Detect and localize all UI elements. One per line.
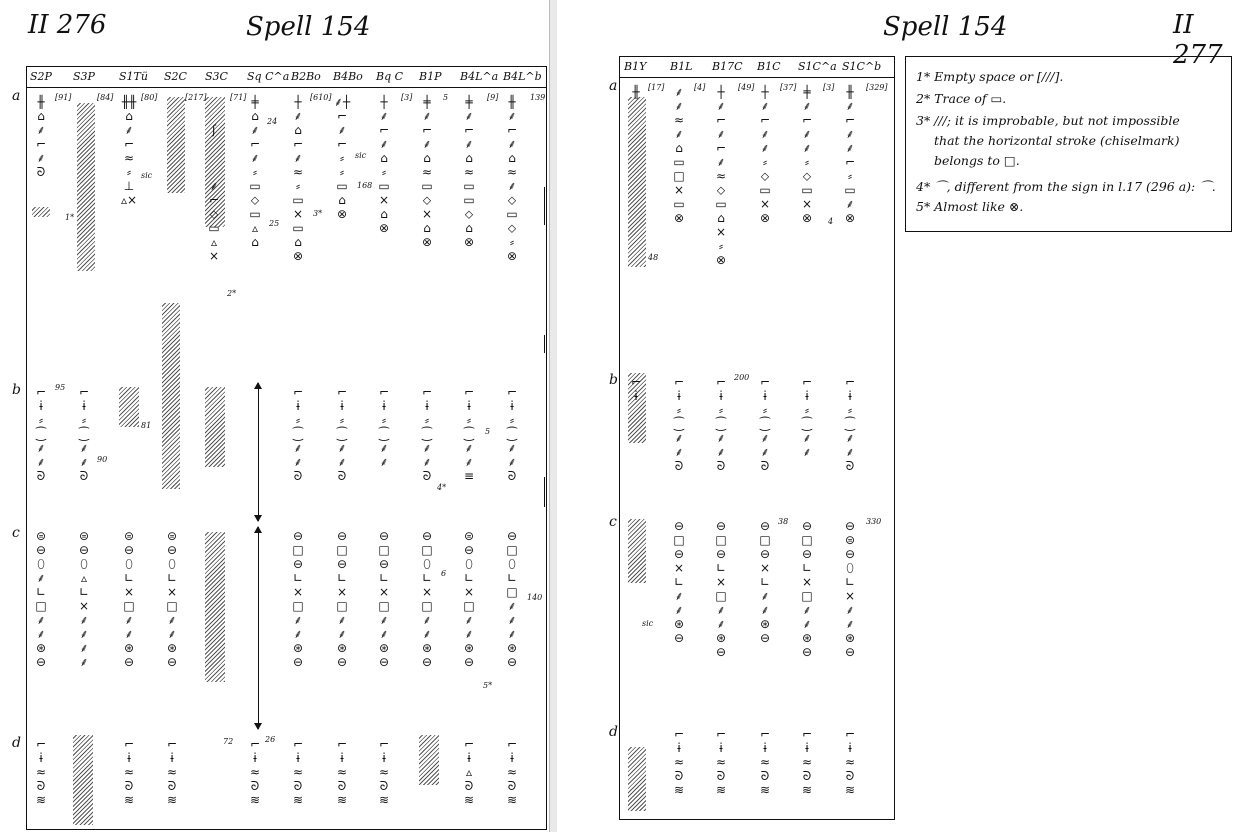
hieroglyph-column: ⌐ ɨ ⸗ ⁐ ⸙ ⸙ ᘐ xyxy=(35,385,47,483)
note: 38 xyxy=(778,517,789,526)
note: [217] xyxy=(185,93,207,102)
hieroglyph-column: ╫ ⌂ ⸙ ⌐ ⸙ ᘐ xyxy=(35,95,47,179)
hieroglyph-column: ⌐ ɨ ≈ ᘐ ≋ xyxy=(166,737,178,807)
footnote: 4* ⌒, different from the sign in l.17 (296 a): ⌒. xyxy=(916,179,1216,194)
hieroglyph-column: ⌐ ɨ ⸗ ⁐ ⸙ ⸙ ᘐ xyxy=(336,385,348,483)
hieroglyph-column: ╪ ⌂ ⸙ ⌐ ⸙ ⸗ ▭ ⬦ ▭ ▵ ⌂ xyxy=(249,95,261,249)
note: 81 xyxy=(141,421,152,430)
hieroglyph-column: ⊖ □ ⊖ ∟ × □ ⸙ ⸙ ⊛ ⊖ xyxy=(715,519,727,659)
hieroglyph-column: ┼ ⸙ ⌐ ⸙ ⌐ ⸙ ≈ ⬦ ▭ ⌂ × ⸗ ⊗ xyxy=(715,85,727,267)
col-head-2: S3P xyxy=(73,70,95,83)
row-label-c: c xyxy=(12,525,20,541)
hieroglyph-column: ⸙┼ ⌐ ⸙ ⌐ ⸗ ⸗ ▭ ⌂ ⊗ xyxy=(333,95,351,221)
hieroglyph-column: ⊜ ⊖ ⬯ ▵ ∟ × ⸙ ⸙ ⸙ ⸙ xyxy=(78,529,90,669)
col-head-1: B1Y xyxy=(624,60,647,73)
note: 4* xyxy=(437,483,447,492)
col-head-4: B1C xyxy=(757,60,781,73)
note: 24 xyxy=(267,117,278,126)
footnote: 1* Empty space or [///]. xyxy=(916,69,1064,84)
left-text-table xyxy=(26,66,547,830)
right-page-number: II 277 xyxy=(1173,10,1223,70)
lacuna-hatch xyxy=(32,207,50,217)
note: sic xyxy=(642,619,654,628)
note: 5 xyxy=(485,427,491,436)
hieroglyph-column: ⌐ ɨ ≈ ᘐ ≋ xyxy=(336,737,348,807)
right-page-title: Spell 154 xyxy=(883,12,1008,42)
col-head-6: S1C^b xyxy=(842,60,882,73)
note: [37] xyxy=(780,83,797,92)
note: 4 xyxy=(828,217,834,226)
note: 168 xyxy=(357,181,373,190)
hieroglyph-column: ╪ ⸙ ⌐ ⸙ ⸙ ⸗ ⬦ ▭ × ⊗ xyxy=(801,85,813,225)
hieroglyph-column: ╫ xyxy=(632,85,640,99)
hieroglyph-column: ⊖ □ ⬯ ∟ × □ ⸙ ⸙ ⊛ ⊖ xyxy=(421,529,433,669)
row-label-d: d xyxy=(12,735,21,751)
right-text-table xyxy=(619,56,895,820)
hieroglyph-column: ┼ ⸙ ⌂ ⌐ ⸙ ≈ ⸗ ▭ × ▭ ⌂ ⊗ xyxy=(292,95,304,263)
lacuna-hatch xyxy=(205,387,225,467)
note: [610] xyxy=(310,93,332,102)
continuation-arrow xyxy=(258,383,259,521)
row-label-c: c xyxy=(609,514,617,530)
hieroglyph-column: ⌐ ɨ ≈ ᘐ ≋ xyxy=(801,727,813,797)
hieroglyph-column: ⊖ ⊜ ⊖ ⬯ ∟ × ⸙ ⸙ ⊛ ⊖ xyxy=(844,519,856,659)
row-label-d: d xyxy=(609,724,618,740)
note: 90 xyxy=(97,455,108,464)
col-head-8: B4Bo xyxy=(333,70,363,83)
hieroglyph-column: ⌐ ɨ ≈ ᘐ ≋ xyxy=(844,727,856,797)
hieroglyph-column: ⌐ ɨ ⸗ ⁐ ⸙ ⸙ ᘐ xyxy=(673,375,685,473)
note: 2* xyxy=(227,289,237,298)
note: [17] xyxy=(648,83,665,92)
hieroglyph-column: ⌐ ɨ ≈ ᘐ ≋ xyxy=(506,737,518,807)
hieroglyph-column: ʃ ⸙ ⌐ ⬦ ▭ ▵ × xyxy=(208,123,220,263)
col-head-4: S2C xyxy=(164,70,187,83)
footnote: belongs to □. xyxy=(934,153,1020,168)
lacuna-hatch xyxy=(119,387,139,427)
hieroglyph-column: ╫ ⸙ ⌐ ⸙ ⸙ ⌐ ⸗ ▭ ⸙ ⊗ xyxy=(844,85,856,225)
col-head-3: B17C xyxy=(712,60,743,73)
note: [3] xyxy=(823,83,835,92)
lacuna-hatch xyxy=(628,519,646,583)
row-label-a: a xyxy=(609,78,618,94)
lacuna-hatch xyxy=(419,735,439,785)
hieroglyph-column: ⌐ ɨ ≈ ᘐ ≋ xyxy=(673,727,685,797)
hieroglyph-column: ⌐ ɨ ≈ ᘐ ≋ xyxy=(123,737,135,807)
note: 3* xyxy=(313,209,323,218)
hieroglyph-column: ⌐ ɨ ⸗ ⁐ ⸙ ⸙ ᘐ xyxy=(506,385,518,483)
row-label-a: a xyxy=(12,88,21,104)
hieroglyph-column: ┼ ⸙ ⌐ ⸙ ⸙ ⸗ ⬦ ▭ × ⊗ xyxy=(759,85,771,225)
hieroglyph-column: ⌐ ɨ ⸗ ⁐ ⸙ ⸙ ᘐ xyxy=(292,385,304,483)
left-page-number: II 276 xyxy=(28,10,107,40)
col-head-9: Bq C xyxy=(376,70,404,83)
hieroglyph-column: ⌐ ɨ ⸗ ⁐ ⸙ ⸙ xyxy=(801,375,813,459)
note: [84] xyxy=(97,93,114,102)
note: 72 xyxy=(223,737,234,746)
note: [9] xyxy=(487,93,499,102)
note: [91] xyxy=(55,93,72,102)
note: [71] xyxy=(230,93,247,102)
col-head-10: B1P xyxy=(419,70,442,83)
footnote: 3* ///; it is improbable, but not impossible xyxy=(916,113,1180,128)
footnote: 5* Almost like ⊗. xyxy=(916,199,1024,214)
left-page-title: Spell 154 xyxy=(246,12,371,42)
note: 139 xyxy=(530,93,546,102)
hieroglyph-column: ⌐ ɨ ≈ ᘐ ≋ xyxy=(378,737,390,807)
lacuna-hatch xyxy=(167,97,185,193)
hieroglyph-column: ╫╫ ⌂ ⸙ ⌐ ≈ ⸗ ⊥ ▵× xyxy=(120,95,138,207)
lacuna-hatch xyxy=(628,747,646,811)
col-head-7: B2Bo xyxy=(291,70,321,83)
note: [329] xyxy=(866,83,888,92)
hieroglyph-column: ╪ ⸙ ⌐ ⸙ ⌂ ≈ ▭ ▭ ⬦ ⌂ ⊗ xyxy=(463,95,475,249)
hieroglyph-column: ⌐ ɨ ≈ ᘐ ≋ xyxy=(292,737,304,807)
hieroglyph-column: ⊖ □ ⬯ ∟ □ ⸙ ⸙ ⸙ ⊛ ⊖ xyxy=(506,529,518,669)
hieroglyph-column: ╫ ⸙ ⌐ ⸙ ⌂ ≈ ⸙ ⬦ ▭ ⬦ ⸗ ⊗ xyxy=(506,95,518,263)
hieroglyph-column: ⊖ □ ⊖ ∟ × □ ⸙ ⸙ ⊛ ⊖ xyxy=(336,529,348,669)
hieroglyph-column: ⸙ ⸙ ≈ ⸙ ⌂ ▭ □ × ▭ ⊗ xyxy=(673,85,685,225)
footnotes-box xyxy=(905,56,1232,232)
note: sic xyxy=(355,151,367,160)
col-head-12: B4L^b xyxy=(503,70,542,83)
note: 25 xyxy=(269,219,280,228)
hieroglyph-column: ⌐ ɨ ⸗ ⁐ ⸙ ⸙ ᘐ xyxy=(421,385,433,483)
lacuna-hatch xyxy=(73,735,93,825)
hieroglyph-column: ⊖ □ ⊖ ∟ × □ ⸙ ⸙ ⊛ ⊖ xyxy=(292,529,304,669)
note: [49] xyxy=(738,83,755,92)
hieroglyph-column: ⊜ ⊖ ⬯ ∟ × □ ⸙ ⸙ ⊛ ⊖ xyxy=(123,529,135,669)
note: 48 xyxy=(648,253,659,262)
hieroglyph-column: ⊖ □ ⊖ ∟ × □ ⸙ ⸙ ⊛ ⊖ xyxy=(801,519,813,659)
hieroglyph-column: ⌐ ɨ ⸗ ⁐ ⸙ ⸙ ᘐ xyxy=(844,375,856,473)
note: [80] xyxy=(141,93,158,102)
hieroglyph-column: ⊖ □ ⊖ × ∟ ⸙ ⸙ ⊛ ⊖ xyxy=(759,519,771,645)
col-head-1: S2P xyxy=(30,70,52,83)
right-page xyxy=(557,0,1236,832)
hieroglyph-column: ⌐ ɨ ≈ ᘐ ≋ xyxy=(249,737,261,807)
hieroglyph-column: ⌐ ɨ ⸗ ⁐ ⸙ ⸙ ᘐ xyxy=(715,375,727,473)
row-label-b: b xyxy=(12,382,21,398)
note: 200 xyxy=(734,373,750,382)
col-head-5: S3C xyxy=(205,70,228,83)
hieroglyph-column: ⊜ ⊖ ⬯ ∟ × □ ⸙ ⸙ ⊛ ⊖ xyxy=(463,529,475,669)
hieroglyph-column: ⌐ ɨ ≈ ᘐ ≋ xyxy=(35,737,47,807)
note: sic xyxy=(141,171,153,180)
hieroglyph-column: ⌐ ɨ ⸗ ⁐ ⸙ ⸙ ᘐ xyxy=(759,375,771,473)
row-label-b: b xyxy=(609,372,618,388)
col-head-3: S1Tü xyxy=(119,70,148,83)
hieroglyph-column: ⌐ ɨ ≈ ᘐ ≋ xyxy=(715,727,727,797)
hieroglyph-column: ⊜ ⊖ ⬯ ⸙ ∟ □ ⸙ ⸙ ⊛ ⊖ xyxy=(35,529,47,669)
note: [4] xyxy=(694,83,706,92)
hieroglyph-column: ╪ ⸙ ⌐ ⸙ ⌂ ≈ ▭ ⬦ × ⌂ ⊗ xyxy=(421,95,433,249)
lacuna-hatch xyxy=(205,532,225,682)
hieroglyph-column: ⌐ ɨ ⸗ ⁐ ⸙ ⸙ ≡ xyxy=(463,385,475,483)
note: 1* xyxy=(65,213,75,222)
note: 5* xyxy=(483,681,493,690)
left-page xyxy=(0,0,549,832)
lacuna-hatch xyxy=(628,97,646,267)
note: [3] xyxy=(401,93,413,102)
lacuna-hatch xyxy=(77,103,95,271)
hieroglyph-column: ⌐ ɨ xyxy=(630,375,642,403)
hieroglyph-column: ⊖ □ ⊖ ∟ × □ ⸙ ⸙ ⊛ ⊖ xyxy=(378,529,390,669)
lacuna-hatch xyxy=(162,303,180,489)
hieroglyph-column: ⌐ ɨ ⸗ ⁐ ⸙ ⸙ ᘐ xyxy=(78,385,90,483)
hieroglyph-column: ⌐ ɨ ▵ ᘐ ≋ xyxy=(463,737,475,807)
hieroglyph-column: ⊜ ⊖ ⬯ ∟ × □ ⸙ ⸙ ⊛ ⊖ xyxy=(166,529,178,669)
col-head-6: Sq C^a xyxy=(247,70,290,83)
hieroglyph-column: ⌐ ɨ ⸗ ⁐ ⸙ ⸙ xyxy=(378,385,390,469)
note: 140 xyxy=(527,593,543,602)
col-head-2: B1L xyxy=(670,60,693,73)
note: 6 xyxy=(441,569,447,578)
note: 330 xyxy=(866,517,882,526)
note: 5 xyxy=(443,93,449,102)
hieroglyph-column: ⊖ □ ⊖ × ∟ ⸙ ⸙ ⊛ ⊖ xyxy=(673,519,685,645)
hieroglyph-column: ⌐ ɨ ≈ ᘐ ≋ xyxy=(759,727,771,797)
col-head-11: B4L^a xyxy=(460,70,499,83)
continuation-arrow xyxy=(258,527,259,729)
footnote: that the horizontal stroke (chiselmark) xyxy=(934,133,1180,148)
note: 95 xyxy=(55,383,66,392)
col-head-5: S1C^a xyxy=(798,60,837,73)
hieroglyph-column: ┼ ⸙ ⌐ ⸙ ⌂ ⸗ ▭ × ⌂ ⊗ xyxy=(378,95,390,235)
footnote: 2* Trace of ▭. xyxy=(916,91,1007,106)
note: 26 xyxy=(265,735,276,744)
